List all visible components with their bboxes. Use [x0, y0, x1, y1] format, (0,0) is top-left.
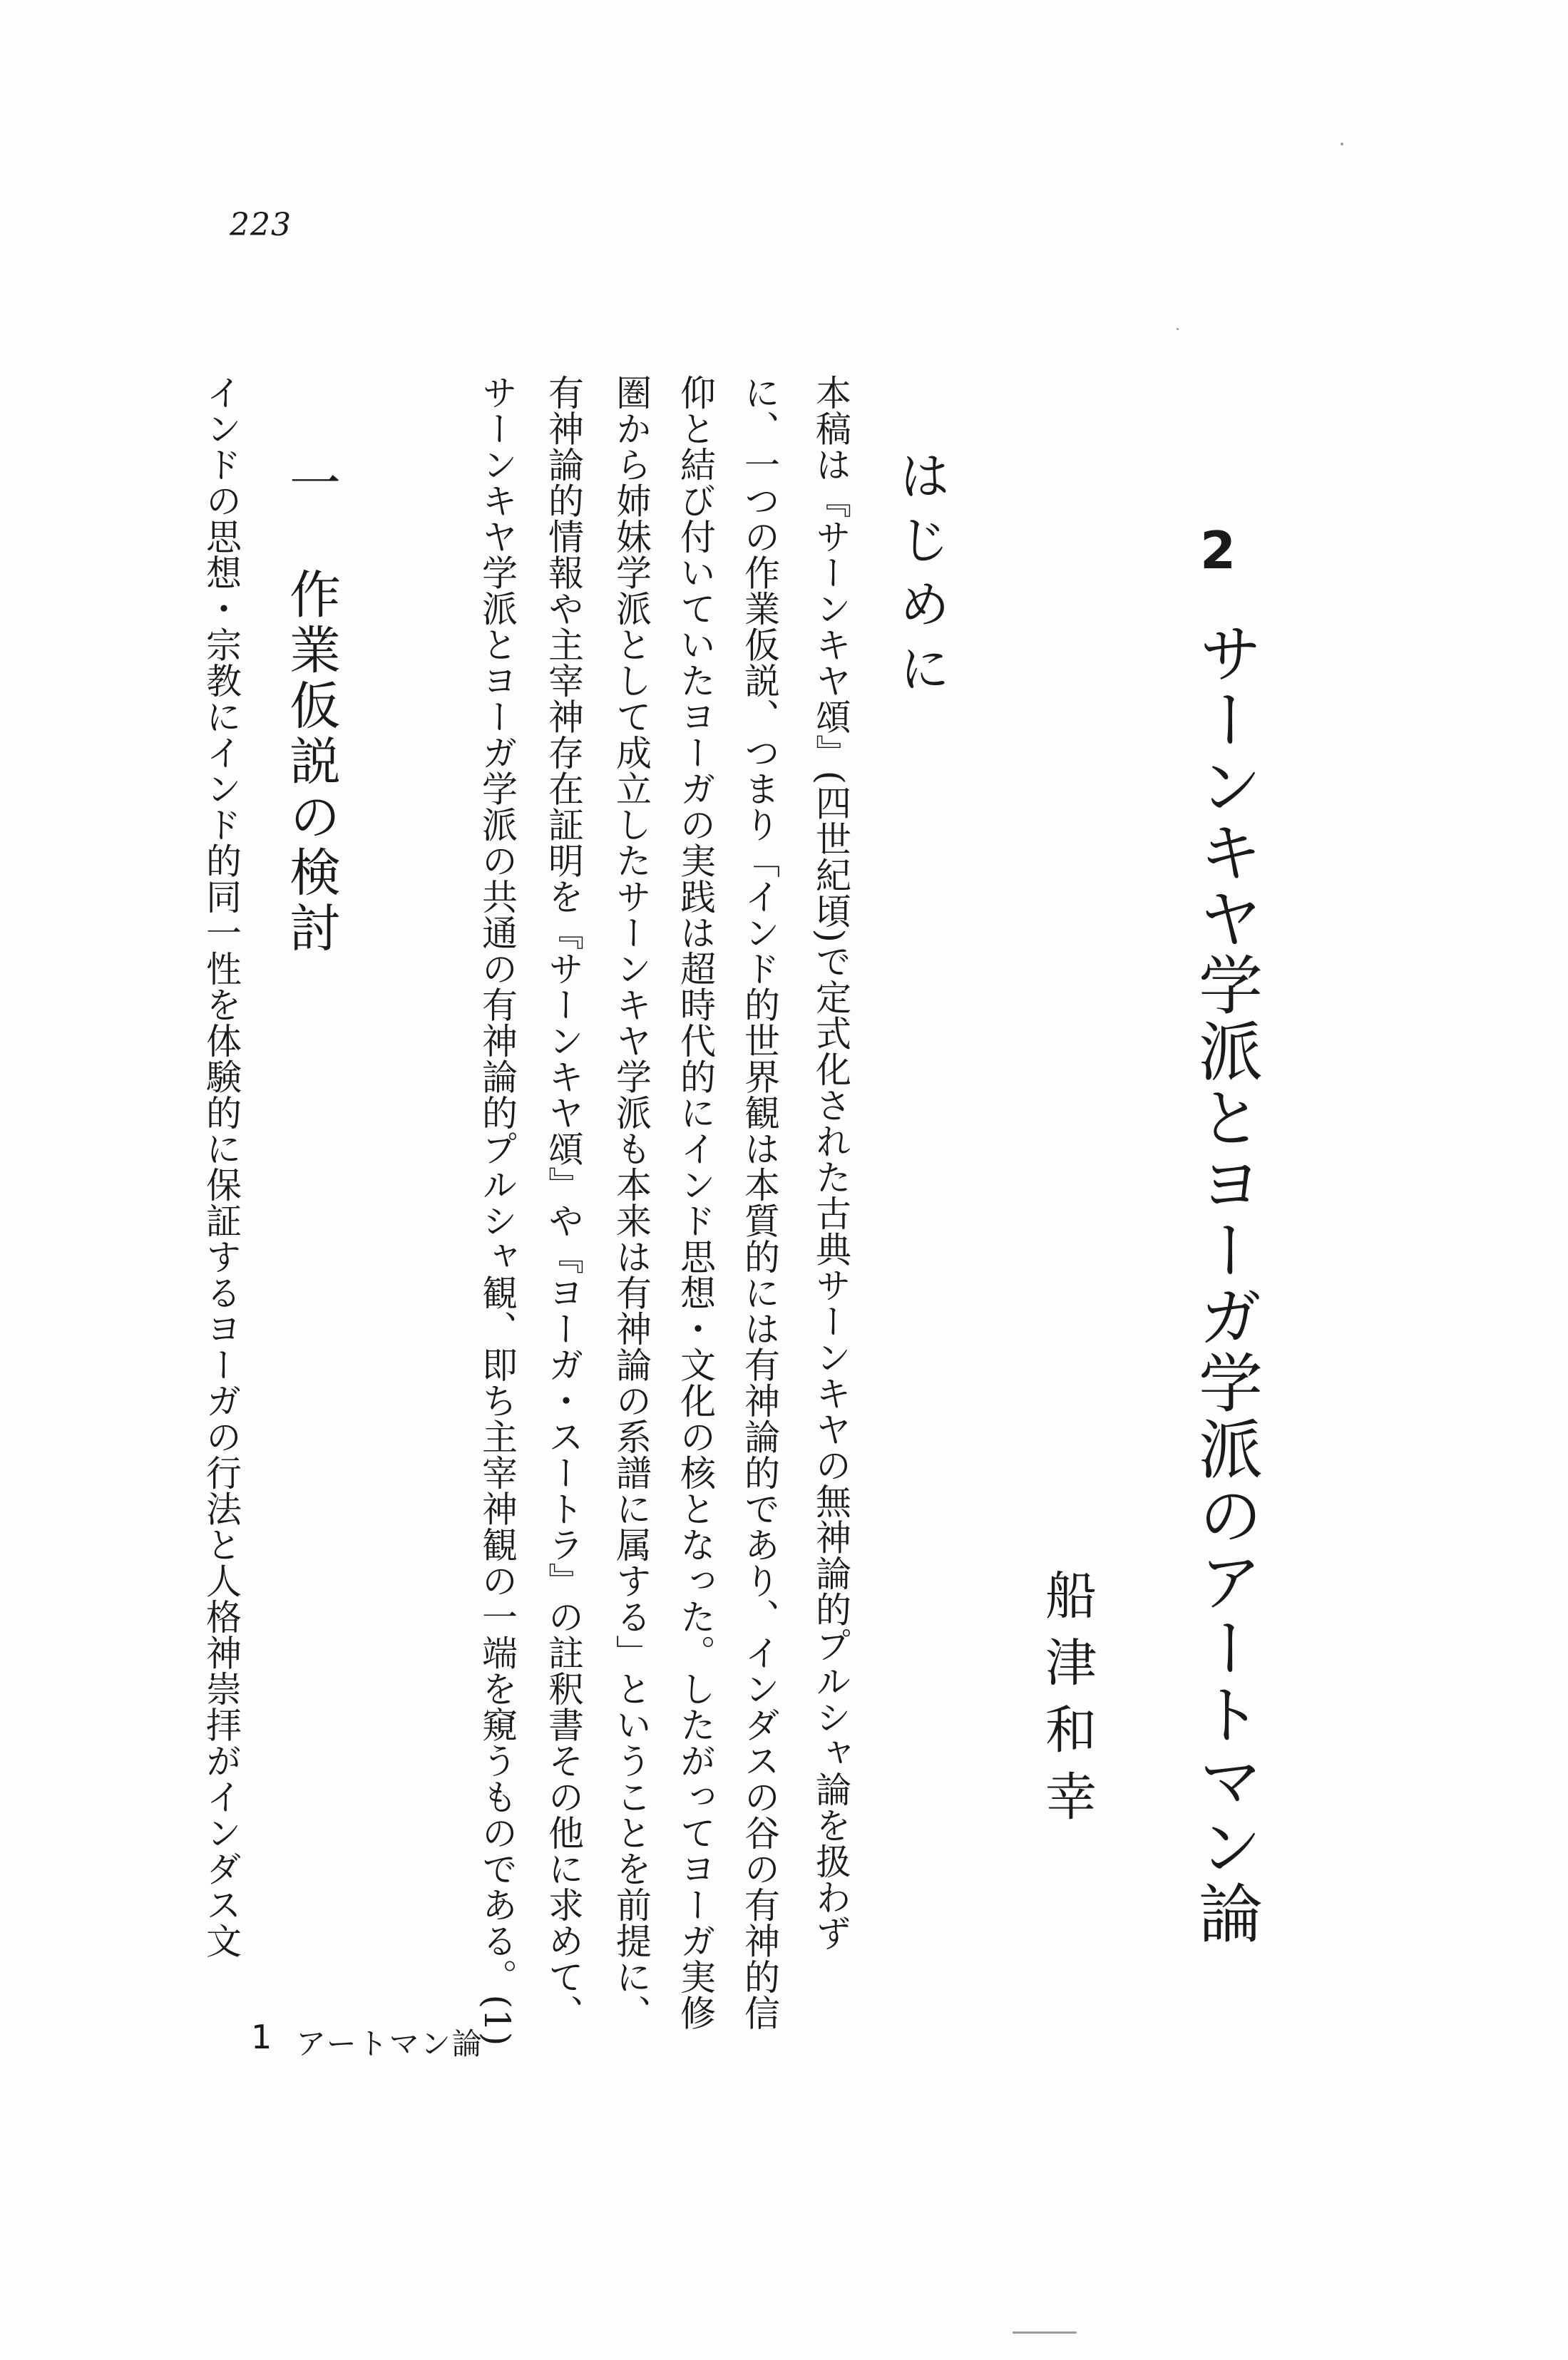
body-line-1: 本稿は『サーンキヤ頌』(四世紀頃)で定式化された古典サーンキヤの無神論的プルシャ論を扱わず — [810, 374, 851, 1951]
body-line-3: 仰と結び付いていたヨーガの実践は超時代的にインド思想・文化の核となった。したがってヨーガ実修 — [675, 374, 716, 2031]
intro-heading: はじめに — [891, 449, 950, 706]
section-one-body-line: インドの思想・宗教にインド的同一性を体験的に保証するヨーガの行法と人格神崇拝がインダス文 — [200, 374, 242, 1959]
section-one-heading: 一 作業仮説の検討 — [281, 456, 341, 957]
footer-number: 1 — [251, 2018, 272, 2056]
footer-title: アートマン論 — [296, 2026, 483, 2061]
body-line-2: に、一つの作業仮説、つまり「インド的世界観は本質的には有神論的であり、インダスの谷の有神的信 — [739, 374, 780, 2031]
chapter-number: 2 — [1188, 520, 1248, 580]
scan-speck — [1013, 2331, 1077, 2334]
body-line-4: 圏から姉妹学派として成立したサーンキヤ学派も本来は有神論の系譜に属する」ということを前提に、 — [610, 374, 652, 2031]
body-line-5: 有神論的情報や主宰神存在証明を『サーンキヤ頌』や『ヨーガ・スートラ』の註釈書その他に求めて、 — [543, 374, 584, 2031]
author-name: 船津和幸 — [1037, 1569, 1097, 1837]
scan-speck — [1177, 328, 1179, 330]
page-number: 223 — [230, 207, 292, 243]
chapter-title: サーンキヤ学派とヨーガ学派のアートマン論 — [1187, 620, 1262, 1946]
body-line-6: サーンキヤ学派とヨーガ学派の共通の有神論的プルシャ観、即ち主宰神観の一端を窺うものである。(1) — [476, 374, 518, 2046]
scan-speck — [1341, 143, 1343, 145]
